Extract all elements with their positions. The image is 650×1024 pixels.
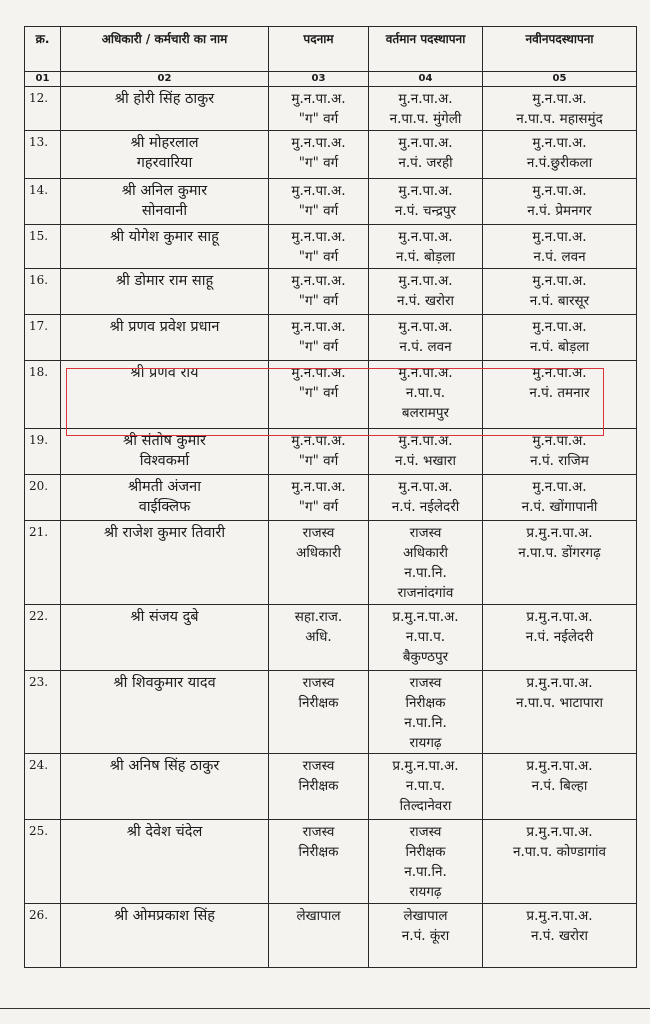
name-cell	[61, 475, 269, 521]
designation-cell-line: "ग" वर्ग	[298, 155, 339, 171]
serial-cell: 15.	[25, 225, 61, 269]
designation-cell-line: मु.न.पा.अ.	[291, 183, 346, 199]
current-posting-cell-line: न.पा.नि.	[404, 565, 447, 581]
new-posting-cell	[483, 315, 637, 361]
name-cell-line: श्री प्रणव प्रवेश प्रधान	[109, 319, 220, 335]
current-posting-cell	[369, 475, 483, 521]
name-cell-line: श्री होरी सिंह ठाकुर	[114, 91, 215, 107]
designation-cell	[269, 87, 369, 131]
name-cell-line: श्री अनिल कुमार	[121, 183, 208, 199]
current-posting-cell-line: न.पं. चन्द्रपुर	[394, 203, 457, 219]
new-posting-cell-line: न.पं. बारसूर	[529, 293, 590, 309]
serial-cell: 16.	[25, 269, 61, 315]
current-posting-cell	[369, 671, 483, 754]
current-posting-cell-line: न.पं. जरही	[398, 155, 453, 171]
current-posting-cell-line: न.पं. नईलेदरी	[391, 499, 460, 515]
current-posting-cell-line: रायगढ़	[409, 735, 442, 751]
current-posting-cell-line: प्र.मु.न.पा.अ.	[392, 609, 459, 625]
new-posting-cell-line: मु.न.पा.अ.	[532, 319, 587, 335]
designation-cell-line: लेखापाल	[296, 908, 341, 924]
current-posting-cell-line: राजस्व	[409, 525, 442, 541]
designation-cell-line: राजस्व	[302, 824, 335, 840]
designation-cell-line: "ग" वर्ग	[298, 339, 339, 355]
designation-cell-line: मु.न.पा.अ.	[291, 273, 346, 289]
name-cell	[61, 754, 269, 820]
name-cell-line: श्री शिवकुमार यादव	[113, 675, 216, 691]
name-cell-line: श्री राजेश कुमार तिवारी	[103, 525, 226, 541]
table-row	[25, 904, 637, 968]
new-posting-cell-line: प्र.मु.न.पा.अ.	[526, 908, 593, 924]
name-cell	[61, 820, 269, 904]
current-posting-cell-line: मु.न.पा.अ.	[398, 365, 453, 381]
header-name: अधिकारी / कर्मचारी का नाम	[61, 27, 269, 72]
designation-cell-line: मु.न.पा.अ.	[291, 135, 346, 151]
new-posting-cell-line: न.पं. लवन	[533, 249, 586, 265]
name-cell-line: श्री संजय दुबे	[130, 609, 199, 625]
serial-cell: 17.	[25, 315, 61, 361]
current-posting-cell-line: राजस्व	[409, 824, 442, 840]
current-posting-cell	[369, 754, 483, 820]
current-posting-cell	[369, 521, 483, 605]
designation-cell-line: राजस्व	[302, 758, 335, 774]
name-cell	[61, 521, 269, 605]
header-current-posting: वर्तमान पदस्थापना	[369, 27, 483, 72]
new-posting-cell-line: प्र.मु.न.पा.अ.	[526, 824, 593, 840]
designation-cell-line: "ग" वर्ग	[298, 453, 339, 469]
designation-cell	[269, 475, 369, 521]
designation-cell-line: "ग" वर्ग	[298, 385, 339, 401]
current-posting-cell-line: मु.न.पा.अ.	[398, 319, 453, 335]
page-bottom-rule	[0, 1008, 650, 1009]
table-body	[25, 87, 637, 968]
current-posting-cell-line: निरीक्षक	[405, 844, 446, 860]
serial-cell: 24.	[25, 754, 61, 820]
designation-cell-line: "ग" वर्ग	[298, 203, 339, 219]
new-posting-cell-line: मु.न.पा.अ.	[532, 273, 587, 289]
serial-cell: 25.	[25, 820, 61, 904]
current-posting-cell-line: तिल्दानेवरा	[399, 798, 452, 814]
current-posting-cell-line: मु.न.पा.अ.	[398, 229, 453, 245]
name-cell-line: श्री मोहरलाल	[130, 135, 199, 151]
name-cell-line: श्रीमती अंजना	[128, 479, 201, 495]
serial-cell: 13.	[25, 131, 61, 179]
new-posting-cell-line: मु.न.पा.अ.	[532, 135, 587, 151]
designation-cell-line: सहा.राज.	[294, 609, 343, 625]
highlight-box	[66, 368, 604, 436]
serial-cell: 23.	[25, 671, 61, 754]
designation-cell-line: मु.न.पा.अ.	[291, 229, 346, 245]
serial-cell: 14.	[25, 179, 61, 225]
name-cell-line: श्री संतोष कुमार	[123, 433, 206, 449]
table-row	[25, 671, 637, 754]
designation-cell-line: "ग" वर्ग	[298, 293, 339, 309]
current-posting-cell-line: मु.न.पा.अ.	[398, 183, 453, 199]
table-row	[25, 315, 637, 361]
col-number: 02	[61, 72, 269, 87]
table-row	[25, 521, 637, 605]
new-posting-cell-line: न.पा.प. डोंगरगढ़	[518, 545, 601, 561]
new-posting-cell-line: न.पं.छुरीकला	[526, 155, 593, 171]
name-cell	[61, 131, 269, 179]
table-row	[25, 605, 637, 671]
table-row	[25, 475, 637, 521]
new-posting-cell-line: मु.न.पा.अ.	[532, 433, 587, 449]
new-posting-cell-line: मु.न.पा.अ.	[532, 229, 587, 245]
current-posting-cell-line: मु.न.पा.अ.	[398, 433, 453, 449]
new-posting-cell	[483, 225, 637, 269]
column-number-row	[25, 72, 637, 87]
current-posting-cell	[369, 225, 483, 269]
new-posting-cell-line: न.पं. बिल्हा	[531, 778, 588, 794]
col-number: 01	[25, 72, 61, 87]
current-posting-cell-line: मु.न.पा.अ.	[398, 135, 453, 151]
name-cell-line: श्री देवेश चंदेल	[126, 824, 203, 840]
new-posting-cell-line: प्र.मु.न.पा.अ.	[526, 675, 593, 691]
name-cell-line: श्री ओमप्रकाश सिंह	[113, 908, 215, 924]
name-cell-line: श्री डोमार राम साहू	[115, 273, 214, 289]
name-cell-line: विश्वकर्मा	[139, 453, 190, 469]
new-posting-cell	[483, 269, 637, 315]
new-posting-cell-line: मु.न.पा.अ.	[532, 183, 587, 199]
serial-cell: 21.	[25, 521, 61, 605]
name-cell-line: गहरवारिया	[136, 155, 193, 171]
new-posting-cell	[483, 131, 637, 179]
new-posting-cell-line: न.पं. तमनार	[529, 385, 590, 401]
current-posting-cell	[369, 605, 483, 671]
designation-cell-line: "ग" वर्ग	[298, 499, 339, 515]
current-posting-cell	[369, 179, 483, 225]
new-posting-cell	[483, 671, 637, 754]
name-cell	[61, 87, 269, 131]
designation-cell-line: निरीक्षक	[298, 778, 339, 794]
designation-cell	[269, 179, 369, 225]
new-posting-cell	[483, 521, 637, 605]
designation-cell	[269, 315, 369, 361]
name-cell	[61, 605, 269, 671]
current-posting-cell-line: न.पा.प. मुंगेली	[389, 111, 462, 127]
designation-cell-line: "ग" वर्ग	[298, 249, 339, 265]
current-posting-cell-line: न.पा.प.	[405, 778, 446, 794]
header-new-posting: नवीनपदस्थापना	[483, 27, 637, 72]
designation-cell-line: निरीक्षक	[298, 695, 339, 711]
name-cell-line: वाईक्लिफ	[138, 499, 191, 515]
serial-cell: 12.	[25, 87, 61, 131]
col-number: 05	[483, 72, 637, 87]
current-posting-cell-line: न.पा.प.	[405, 629, 446, 645]
designation-cell-line: मु.न.पा.अ.	[291, 365, 346, 381]
current-posting-cell-line: मु.न.पा.अ.	[398, 91, 453, 107]
new-posting-cell	[483, 475, 637, 521]
table-row	[25, 87, 637, 131]
current-posting-cell-line: मु.न.पा.अ.	[398, 479, 453, 495]
table-row	[25, 820, 637, 904]
designation-cell	[269, 904, 369, 968]
new-posting-cell	[483, 754, 637, 820]
designation-cell-line: निरीक्षक	[298, 844, 339, 860]
name-cell	[61, 269, 269, 315]
name-cell	[61, 315, 269, 361]
designation-cell-line: मु.न.पा.अ.	[291, 433, 346, 449]
new-posting-cell-line: न.पं. बोड़ला	[529, 339, 590, 355]
current-posting-cell	[369, 315, 483, 361]
new-posting-cell-line: न.पं. नईलेदरी	[525, 629, 594, 645]
current-posting-cell	[369, 904, 483, 968]
designation-cell	[269, 754, 369, 820]
name-cell-line: सोनवानी	[141, 203, 188, 219]
new-posting-cell	[483, 179, 637, 225]
designation-cell	[269, 131, 369, 179]
new-posting-cell-line: न.पं. खोंगापानी	[521, 499, 598, 515]
designation-cell	[269, 269, 369, 315]
new-posting-cell-line: न.पा.प. भाटापारा	[516, 695, 603, 711]
designation-cell	[269, 605, 369, 671]
serial-cell: 20.	[25, 475, 61, 521]
current-posting-cell-line: निरीक्षक	[405, 695, 446, 711]
new-posting-cell-line: न.पं. राजिम	[530, 453, 589, 469]
current-posting-cell-line: राजस्व	[409, 675, 442, 691]
current-posting-cell-line: बलरामपुर	[401, 405, 450, 421]
table-row	[25, 269, 637, 315]
designation-cell-line: मु.न.पा.अ.	[291, 479, 346, 495]
new-posting-cell-line: न.पं. खरोरा	[530, 928, 589, 944]
name-cell	[61, 904, 269, 968]
current-posting-cell-line: न.पा.नि.	[404, 715, 447, 731]
current-posting-cell-line: न.पं. लवन	[399, 339, 452, 355]
designation-cell	[269, 225, 369, 269]
name-cell	[61, 671, 269, 754]
designation-cell-line: अधि.	[305, 629, 332, 645]
current-posting-cell-line: न.पं. भखारा	[394, 453, 457, 469]
new-posting-cell-line: मु.न.पा.अ.	[532, 91, 587, 107]
current-posting-cell-line: बैकुण्ठपुर	[402, 649, 449, 665]
serial-cell: 18.	[25, 361, 61, 429]
new-posting-cell-line: मु.न.पा.अ.	[532, 479, 587, 495]
new-posting-cell-line: प्र.मु.न.पा.अ.	[526, 758, 593, 774]
current-posting-cell-line: प्र.मु.न.पा.अ.	[392, 758, 459, 774]
current-posting-cell-line: न.पं. खरोरा	[396, 293, 455, 309]
designation-cell-line: राजस्व	[302, 675, 335, 691]
serial-cell: 19.	[25, 429, 61, 475]
current-posting-cell	[369, 131, 483, 179]
current-posting-cell-line: न.पं. कूंरा	[401, 928, 450, 944]
new-posting-cell-line: न.पा.प. महासमुंद	[516, 111, 603, 127]
col-number: 03	[269, 72, 369, 87]
new-posting-cell	[483, 605, 637, 671]
new-posting-cell	[483, 87, 637, 131]
name-cell	[61, 179, 269, 225]
new-posting-cell	[483, 820, 637, 904]
current-posting-cell-line: राजनांदगांव	[397, 585, 454, 601]
designation-cell	[269, 521, 369, 605]
current-posting-cell-line: लेखापाल	[403, 908, 448, 924]
new-posting-cell-line: मु.न.पा.अ.	[532, 365, 587, 381]
current-posting-cell-line: न.पं. बोड़ला	[395, 249, 456, 265]
designation-cell-line: "ग" वर्ग	[298, 111, 339, 127]
col-number: 04	[369, 72, 483, 87]
table-row	[25, 131, 637, 179]
designation-cell-line: मु.न.पा.अ.	[291, 91, 346, 107]
designation-cell	[269, 671, 369, 754]
table-row	[25, 754, 637, 820]
new-posting-cell-line: न.पं. प्रेमनगर	[527, 203, 592, 219]
current-posting-cell-line: मु.न.पा.अ.	[398, 273, 453, 289]
designation-cell-line: अधिकारी	[296, 545, 341, 561]
current-posting-cell-line: रायगढ़	[409, 884, 442, 900]
name-cell-line: श्री योगेश कुमार साहू	[110, 229, 219, 245]
current-posting-cell	[369, 820, 483, 904]
new-posting-cell-line: प्र.मु.न.पा.अ.	[526, 525, 593, 541]
serial-cell: 26.	[25, 904, 61, 968]
current-posting-cell-line: अधिकारी	[403, 545, 448, 561]
current-posting-cell-line: न.पा.नि.	[404, 864, 447, 880]
current-posting-cell-line: न.पा.प.	[405, 385, 446, 401]
new-posting-cell-line: प्र.मु.न.पा.अ.	[526, 609, 593, 625]
header-row	[25, 27, 637, 72]
designation-cell-line: मु.न.पा.अ.	[291, 319, 346, 335]
transfer-order-table	[24, 26, 637, 968]
header-designation: पदनाम	[269, 27, 369, 72]
serial-cell: 22.	[25, 605, 61, 671]
table-row	[25, 225, 637, 269]
name-cell	[61, 225, 269, 269]
header-serial: क्र.	[25, 27, 61, 72]
current-posting-cell	[369, 269, 483, 315]
designation-cell-line: राजस्व	[302, 525, 335, 541]
table-row	[25, 179, 637, 225]
designation-cell	[269, 820, 369, 904]
new-posting-cell-line: न.पा.प. कोण्डागांव	[512, 844, 607, 860]
current-posting-cell	[369, 87, 483, 131]
new-posting-cell	[483, 904, 637, 968]
name-cell-line: श्री प्रणव राय	[130, 365, 199, 381]
name-cell-line: श्री अनिष सिंह ठाकुर	[109, 758, 220, 774]
